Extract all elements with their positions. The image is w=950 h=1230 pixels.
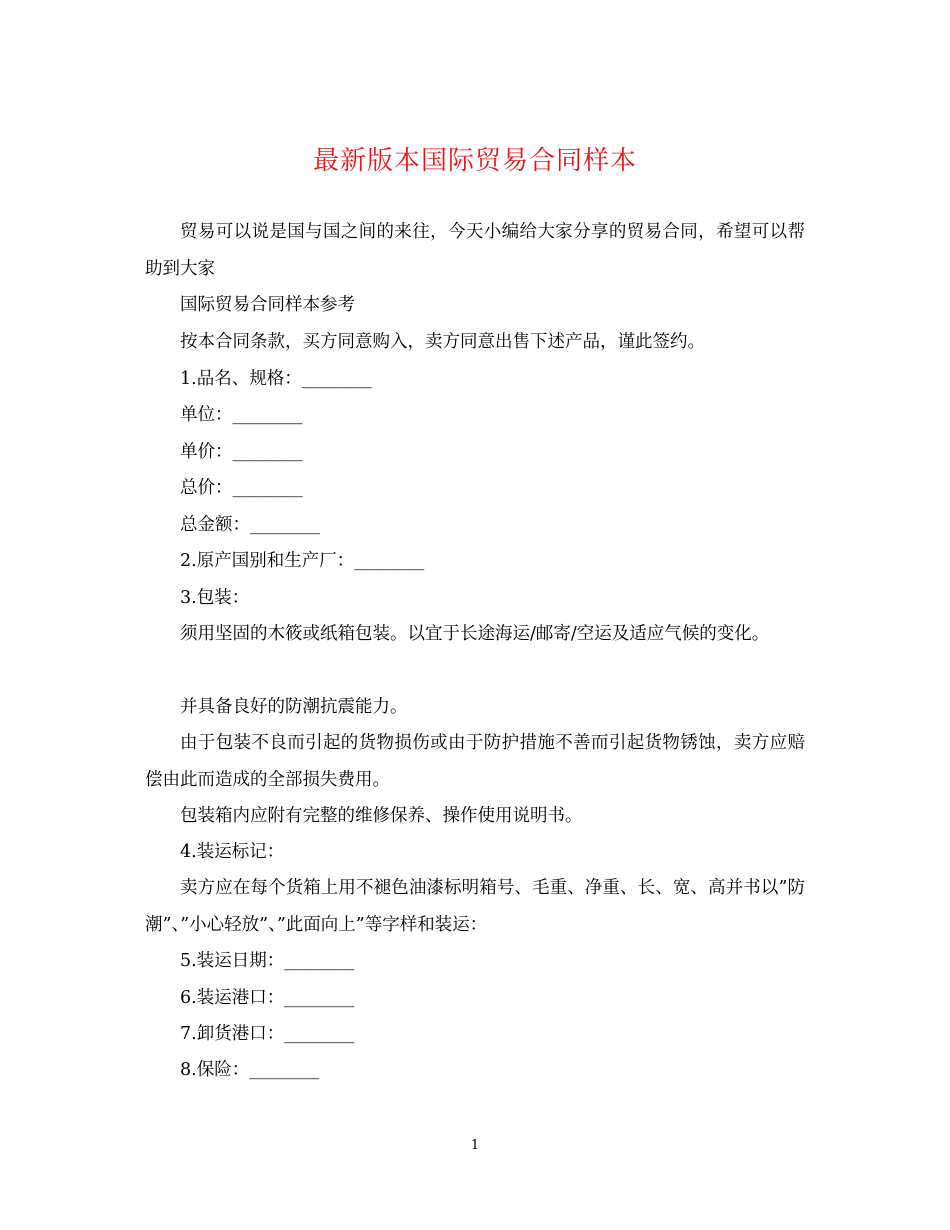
intro-paragraph: 贸易可以说是国与国之间的来往，今天小编给大家分享的贸易合同，希望可以帮助到大家 bbox=[145, 222, 805, 279]
shipping-marks-paragraph: 卖方应在每个货箱上用不褪色油漆标明箱号、毛重、净重、长、宽、高并书以”防潮”、”小心轻放”、”此面向上”等字样和装运： bbox=[145, 878, 805, 935]
packing-paragraph-2: 并具备良好的防潮抗震能力。 bbox=[180, 697, 408, 717]
item-origin-manufacturer: 2.原产国别和生产厂：________ bbox=[180, 551, 425, 571]
item-packing-heading: 3.包装： bbox=[180, 588, 250, 608]
field-shipment-date: 5.装运日期：________ bbox=[180, 951, 355, 971]
document-title: 最新版本国际贸易合同样本 bbox=[312, 146, 637, 176]
field-total-amount: 总金额：________ bbox=[180, 515, 320, 535]
field-unit-price: 单价：________ bbox=[180, 442, 303, 462]
field-insurance: 8.保险：________ bbox=[180, 1060, 320, 1080]
packing-paragraph-1: 须用坚固的木筱或纸箱包装。以宜于长途海运/邮寄/空运及适应气候的变化。 bbox=[180, 624, 770, 644]
preamble-text: 按本合同条款，买方同意购入，卖方同意出售下述产品，谨此签约。 bbox=[180, 332, 705, 352]
page-number: 1 bbox=[470, 1138, 480, 1153]
field-port-of-discharge: 7.卸货港口：________ bbox=[180, 1024, 355, 1044]
item-product-spec: 1.品名、规格：________ bbox=[180, 369, 372, 389]
packing-paragraph-3: 由于包装不良而引起的货物损伤或由于防护措施不善而引起货物锈蚀，卖方应赔偿由此而造成的全部损失费用。 bbox=[145, 733, 805, 790]
subtitle-text: 国际贸易合同样本参考 bbox=[180, 295, 355, 315]
field-port-of-shipment: 6.装运港口：________ bbox=[180, 988, 355, 1008]
item-shipping-marks-heading: 4.装运标记： bbox=[180, 842, 285, 862]
field-total-price: 总价：________ bbox=[180, 478, 303, 498]
field-unit: 单位：________ bbox=[180, 405, 303, 425]
packing-paragraph-4: 包装箱内应附有完整的维修保养、操作使用说明书。 bbox=[180, 806, 583, 826]
